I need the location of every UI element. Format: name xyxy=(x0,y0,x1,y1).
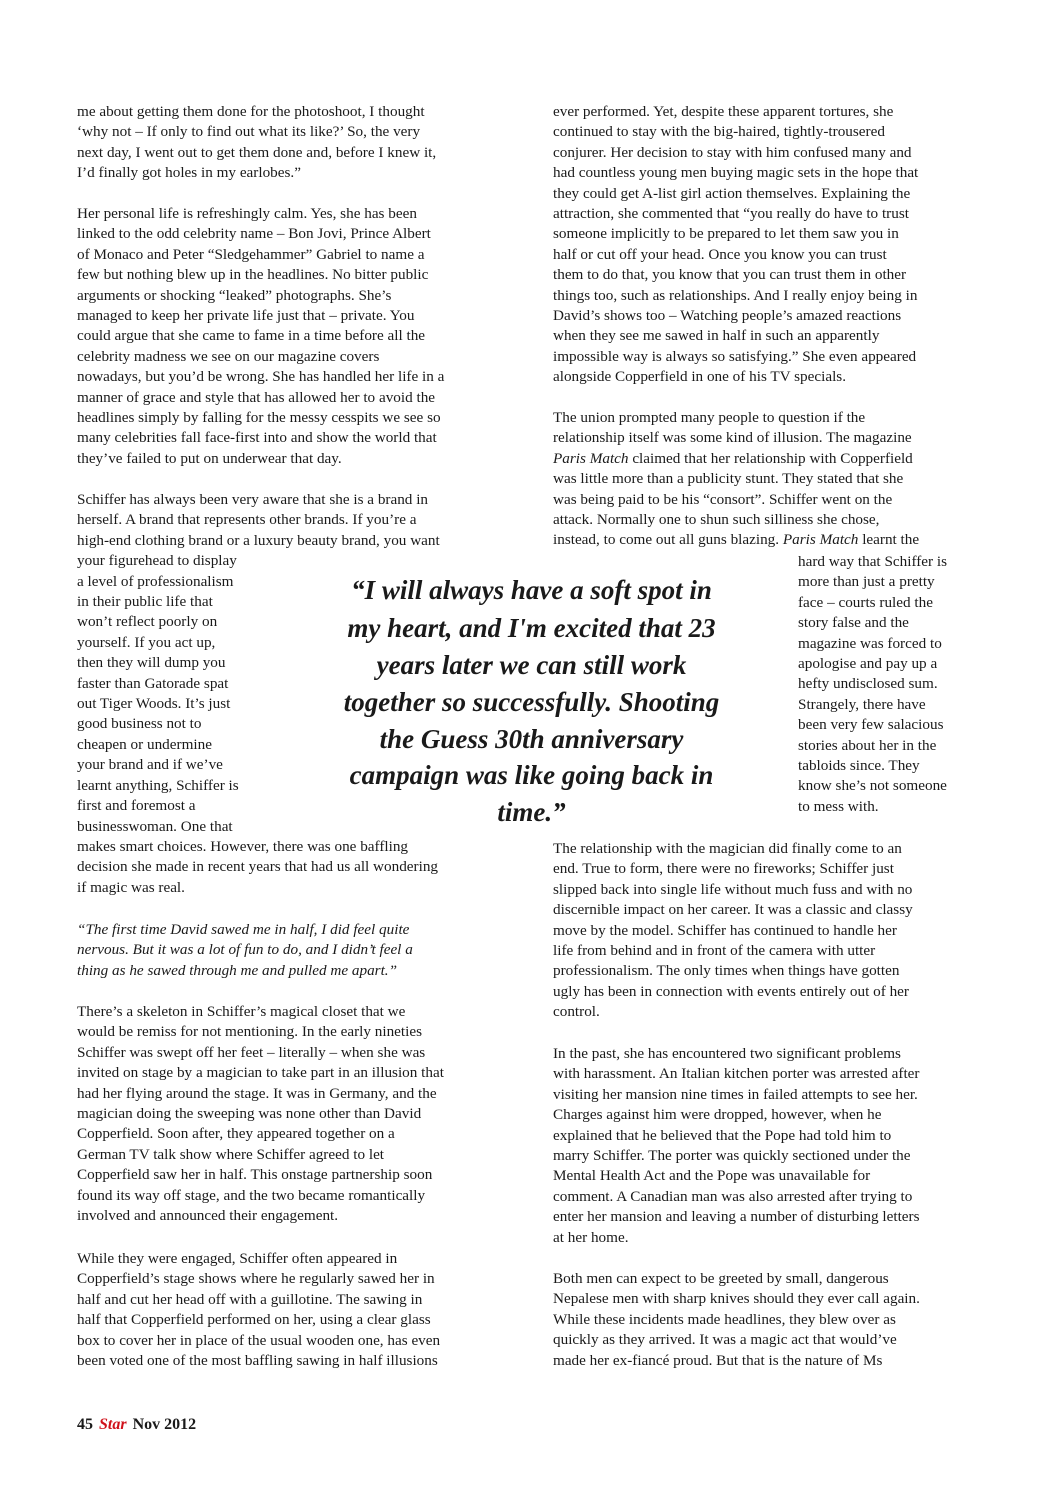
text-line: apologise and pay up a xyxy=(798,655,938,673)
text-line: makes smart choices. However, there was one baffling xyxy=(77,837,409,855)
text-line: first and foremost a xyxy=(77,797,196,815)
pull-quote-line: years later we can still work xyxy=(376,650,687,680)
text-line: face – courts ruled the xyxy=(798,593,933,611)
text-line: Schiffer has always been very aware that she is a brand in xyxy=(77,491,429,508)
magazine-name: Paris Match xyxy=(553,449,629,467)
text-line: box to cover her in place of the usual wooden one, has even xyxy=(77,1331,441,1349)
text-line: German TV talk show where Schiffer agreed to let xyxy=(77,1145,385,1163)
text-line: half or cut off your head. Once you know you can trust xyxy=(553,245,887,263)
text-line: cheapen or undermine xyxy=(77,735,212,753)
text-line: professionalism. The only times when things have gotten xyxy=(553,962,900,980)
col2-paragraph-2 xyxy=(553,408,919,551)
col2-paragraph-4 xyxy=(553,1044,920,1248)
col1-paragraph-1 xyxy=(77,102,436,184)
text-line: attraction, she commented that “you really do have to trust xyxy=(553,205,909,223)
text-line: half and cut her head off with a guillotine. The sawing in xyxy=(77,1290,423,1308)
text-line: visiting her mansion nine times in failed attempts to see her. xyxy=(553,1085,918,1103)
text-line: linked to the odd celebrity name – Bon Jovi, Prince Albert xyxy=(77,225,431,243)
text-line: faster than Gatorade spat xyxy=(77,674,229,692)
text-line: Copperfield’s stage shows where he regularly sawed her in xyxy=(77,1270,435,1288)
text-line: The relationship with the magician did finally come to an xyxy=(553,840,902,857)
text-line: nowadays, but you’d be wrong. She has handled her life in a xyxy=(77,368,445,386)
col1-paragraph-5 xyxy=(77,1249,440,1371)
text-line: invited on stage by a magician to take part in an illusion that xyxy=(77,1064,444,1082)
page-number: 45 xyxy=(77,1416,93,1433)
text-line: hefty undisclosed sum. xyxy=(798,675,938,693)
text-line: next day, I went out to get them done and, before I knew it, xyxy=(77,143,437,161)
text-line: your figurehead to display xyxy=(77,552,237,570)
text-line: hard way that Schiffer is xyxy=(798,553,948,570)
text-line: ugly has been in connection with events entirely out of her xyxy=(553,982,909,1000)
col1-paragraph-4 xyxy=(77,1002,444,1226)
text-line: tabloids since. They xyxy=(798,757,920,775)
col1-paragraph-2 xyxy=(77,204,444,469)
text-line: nervous. But it was a lot of fun to do, and I didn’t feel a xyxy=(77,941,413,959)
text-line: they’ve failed to put on underwear that day. xyxy=(77,449,342,467)
text-line: involved and announced their engagement. xyxy=(77,1207,339,1225)
text-line: found its way off stage, and the two became romantically xyxy=(77,1186,426,1204)
col2-paragraph-5 xyxy=(553,1269,920,1371)
text-line: David’s shows too – Watching people’s amazed reactions xyxy=(553,307,902,325)
text-line: good business not to xyxy=(77,715,202,733)
text-line: to mess with. xyxy=(798,797,879,815)
col2-paragraph-3 xyxy=(553,839,913,1023)
pull-quote-line: time.” xyxy=(497,797,566,827)
text-line: been voted one of the most baffling sawing in half illusions xyxy=(77,1352,438,1370)
text-line: Mental Health Act and the Pope was unavailable for xyxy=(553,1167,871,1185)
text-line: Both men can expect to be greeted by small, dangerous xyxy=(553,1270,889,1287)
text-line: your brand and if we’ve xyxy=(77,756,223,774)
text-line: end. True to form, there were no fireworks; Schiffer just xyxy=(553,860,894,878)
text-line: magician doing the sweeping was none other than David xyxy=(77,1105,422,1123)
text-line: many celebrities fall face-first into and show the world that xyxy=(77,429,437,447)
text-line: them to do that, you know that you can trust them in other xyxy=(553,266,907,284)
text-line: was little more than a publicity stunt. They stated that she xyxy=(553,470,904,488)
text-line: story false and the xyxy=(798,614,909,632)
text-line: someone implicitly to be prepared to let them saw you in xyxy=(553,225,899,243)
text-line: yourself. If you act up, xyxy=(77,633,216,651)
pull-quote-line: “I will always have a soft spot in xyxy=(351,575,712,605)
text-line: life from behind and in front of the camera with utter xyxy=(553,942,876,960)
text-line: been very few salacious xyxy=(798,716,944,734)
text-line: me about getting them done for the photoshoot, I thought xyxy=(77,103,425,120)
text-line: move by the model. Schiffer has continued to handle her xyxy=(553,921,897,939)
text-line: ‘why not – If only to find out what its like?’ So, the very xyxy=(77,123,421,141)
text-line: Copperfield. Soon after, they appeared together on a xyxy=(77,1125,395,1143)
text-line: Copperfield saw her in half. This onstage partnership soon xyxy=(77,1166,433,1184)
text-line: marry Schiffer. The porter was quickly sectioned under the xyxy=(553,1147,911,1165)
text-line: half that Copperfield performed on her, using a clear glass xyxy=(77,1311,431,1329)
text-line: thing as he sawed through me and pulled me apart.” xyxy=(77,961,398,979)
text-line: Strangely, there have xyxy=(798,695,926,713)
text-line: in their public life that xyxy=(77,593,213,611)
magazine-logo: Star xyxy=(99,1416,127,1433)
text-line: continued to stay with the big-haired, tightly-trousered xyxy=(553,123,885,141)
text-line: comment. A Canadian man was also arrested after trying to xyxy=(553,1187,913,1205)
text-line: they could get A-list girl action themselves. Explaining the xyxy=(553,184,911,202)
text-line: a level of professionalism xyxy=(77,572,234,590)
text-line: relationship itself was some kind of illusion. The magazine xyxy=(553,429,912,447)
text-line: high-end clothing brand or a luxury beauty brand, you want xyxy=(77,531,440,549)
text-line: would be remiss for not mentioning. In the early nineties xyxy=(77,1023,423,1041)
text-fragment: learnt the xyxy=(858,531,920,549)
text-line: know she’s not someone xyxy=(798,777,947,795)
text-line: control. xyxy=(553,1003,600,1021)
text-line: more than just a pretty xyxy=(798,573,935,591)
text-line: quickly as they arrived. It was a magic act that would’ve xyxy=(553,1331,897,1349)
col2-paragraph-2-wrap xyxy=(798,552,947,817)
text-line: few but nothing blew up in the headlines. No bitter public xyxy=(77,266,429,284)
text-line: In the past, she has encountered two significant problems xyxy=(553,1045,901,1062)
text-line: then they will dump you xyxy=(77,654,226,672)
text-line: discernible impact on her career. It was a classic and classy xyxy=(553,901,913,919)
text-line xyxy=(553,530,919,550)
text-line: herself. A brand that represents other brands. If you’re a xyxy=(77,511,417,529)
text-line: stories about her in the xyxy=(798,736,937,754)
pull-quote-line: campaign was like going back in xyxy=(349,760,714,790)
text-line: with harassment. An Italian kitchen porter was arrested after xyxy=(553,1065,920,1083)
text-line: Nepalese men with sharp knives should they ever call again. xyxy=(553,1290,920,1308)
text-line: magazine was forced to xyxy=(798,634,942,652)
text-line: While these incidents made headlines, they blew over as xyxy=(553,1310,896,1328)
text-line: Schiffer was swept off her feet – literally – when she was xyxy=(77,1043,426,1061)
text-line: arguments or shocking “leaked” photographs. She’s xyxy=(77,286,392,304)
col2-paragraph-1 xyxy=(553,102,918,388)
text-line: explained that he believed that the Pope had told him to xyxy=(553,1126,892,1144)
text-line: won’t reflect poorly on xyxy=(77,613,218,631)
magazine-name: Paris Match xyxy=(782,531,859,549)
text-line: The union prompted many people to question if the xyxy=(553,409,866,426)
text-line: decision she made in recent years that had us all wondering xyxy=(77,858,439,876)
text-line: attack. Normally one to shun such silliness she chose, xyxy=(553,511,880,529)
text-line: enter her mansion and leaving a number of disturbing letters xyxy=(553,1208,920,1226)
text-line xyxy=(553,449,919,469)
text-line: if magic was real. xyxy=(77,878,185,896)
text-line: made her ex-fiancé proud. But that is the nature of Ms xyxy=(553,1351,883,1369)
text-line: Charges against him were dropped, however, when he xyxy=(553,1106,882,1124)
col1-quote xyxy=(77,920,413,981)
text-line: Her personal life is refreshingly calm. Yes, she has been xyxy=(77,205,417,222)
text-line: was being paid to be his “consort”. Schiffer went on the xyxy=(553,490,893,508)
text-line: headlines simply by falling for the messy cesspits we see so xyxy=(77,409,441,427)
text-line: had countless young men buying magic sets in the hope that xyxy=(553,164,919,182)
page-footer xyxy=(77,1416,196,1434)
text-line: “The first time David sawed me in half, I did feel quite xyxy=(77,921,410,938)
text-line: had her flying around the stage. It was in Germany, and the xyxy=(77,1084,437,1102)
text-line: slipped back into single life without much fuss and with no xyxy=(553,880,913,898)
issue-date: Nov 2012 xyxy=(132,1416,197,1433)
text-line: There’s a skeleton in Schiffer’s magical closet that we xyxy=(77,1003,406,1020)
text-line: out Tiger Woods. It’s just xyxy=(77,695,231,713)
text-line: businesswoman. One that xyxy=(77,817,233,835)
pull-quote-line: the Guess 30th anniversary xyxy=(379,724,684,754)
text-line: learnt anything, Schiffer is xyxy=(77,776,239,794)
text-line: manner of grace and style that has allowed her to avoid the xyxy=(77,388,436,406)
text-line: ever performed. Yet, despite these apparent tortures, she xyxy=(553,103,894,120)
text-line: conjurer. Her decision to stay with him confused many and xyxy=(553,143,912,161)
text-line: things too, such as relationships. And I really enjoy being in xyxy=(553,286,918,304)
text-fragment: instead, to come out all guns blazing. xyxy=(553,531,783,549)
text-line: celebrity madness we see on our magazine covers xyxy=(77,347,380,365)
text-line: managed to keep her private life just that – private. You xyxy=(77,307,415,325)
text-line: could argue that she came to fame in a time before all the xyxy=(77,327,426,345)
text-line: alongside Copperfield in one of his TV specials. xyxy=(553,368,847,386)
pull-quote-line: my heart, and I'm excited that 23 xyxy=(347,613,716,643)
text-line: of Monaco and Peter “Sledgehammer” Gabriel to name a xyxy=(77,245,425,263)
text-line: While they were engaged, Schiffer often appeared in xyxy=(77,1250,398,1267)
text-line: impossible way is always so satisfying.” She even appeared xyxy=(553,347,917,365)
text-line: when they see me sawed in half in such an apparently xyxy=(553,327,880,345)
pull-quote-line: together so successfully. Shooting xyxy=(343,687,720,717)
text-fragment: claimed that her relationship with Copperfield xyxy=(628,449,913,467)
text-line: I’d finally got holes in my earlobes.” xyxy=(77,164,301,182)
text-line: at her home. xyxy=(553,1228,629,1246)
